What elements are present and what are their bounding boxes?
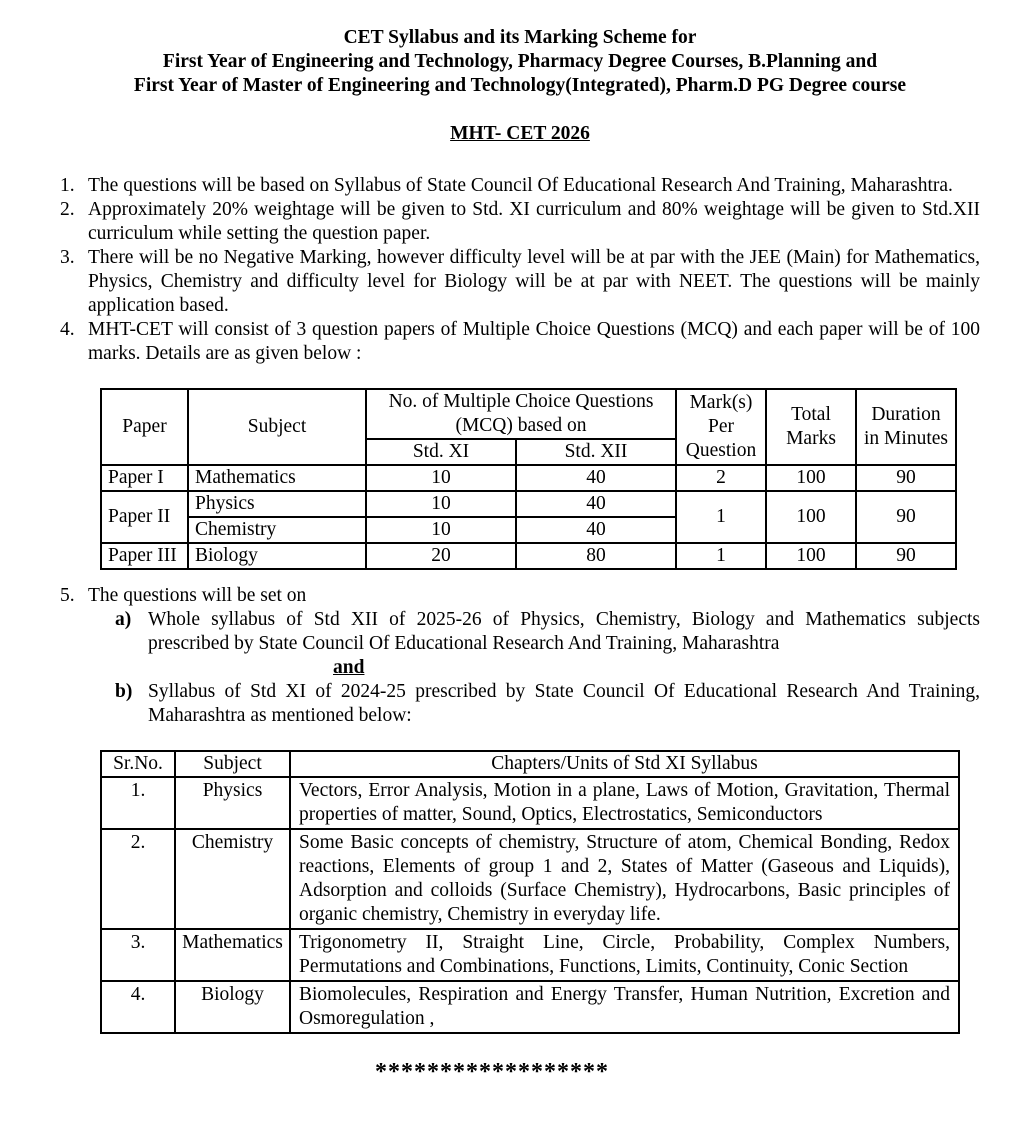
table-row-physics xyxy=(101,777,959,829)
cell-std-xii: 80 xyxy=(516,543,676,569)
cell-subject: Physics xyxy=(175,777,290,829)
title-line-1: CET Syllabus and its Marking Scheme for xyxy=(343,27,697,48)
cell-total: 100 xyxy=(766,543,856,569)
cell-paper: Paper III xyxy=(101,543,188,569)
table-header-row xyxy=(101,389,956,439)
cell-std-xi: 10 xyxy=(366,517,516,543)
cell-chapters: Some Basic concepts of chemistry, Structure of atom, Chemical Bonding, Redox reactions, Elements of group 1 and 2, States of Matter (Gaseous and Liquids), Adsorption and colloids (Surface Chemistry), Hydrocarbons, Basic principles of organic chemistry, Chemistry in everyday life. xyxy=(290,829,959,929)
end-of-document-stars: ****************** xyxy=(375,1059,609,1085)
cell-subject: Physics xyxy=(188,491,366,517)
table-header-row xyxy=(101,751,959,777)
cell-subject: Mathematics xyxy=(175,929,290,981)
syllabus-chapters-table xyxy=(100,750,960,1034)
list-marker: 1. xyxy=(60,175,75,196)
list-item-3 xyxy=(60,246,980,318)
cell-sr-no: 4. xyxy=(101,981,175,1033)
sub-item-marker: b) xyxy=(115,681,133,702)
list-text: The questions will be based on Syllabus of State Council Of Educational Research And Training, Maharashtra. xyxy=(88,175,953,196)
col-header-std-xii: Std. XII xyxy=(516,439,676,465)
col-header-subject: Subject xyxy=(188,389,366,465)
cell-std-xii: 40 xyxy=(516,517,676,543)
cell-std-xii: 40 xyxy=(516,465,676,491)
cell-chapters: Vectors, Error Analysis, Motion in a plane, Laws of Motion, Gravitation, Thermal properties of matter, Sound, Optics, Electrostatics, Semiconductors xyxy=(290,777,959,829)
cell-subject: Mathematics xyxy=(188,465,366,491)
cell-paper: Paper I xyxy=(101,465,188,491)
table-row-mathematics xyxy=(101,929,959,981)
cell-marks: 1 xyxy=(676,543,766,569)
cell-sr-no: 1. xyxy=(101,777,175,829)
list-text: Approximately 20% weightage will be given to Std. XI curriculum and 80% weightage will be given to Std.XII curriculum while setting the question paper. xyxy=(88,199,980,244)
cell-std-xi: 10 xyxy=(366,465,516,491)
list-item-5 xyxy=(60,584,980,608)
cell-std-xi: 20 xyxy=(366,543,516,569)
cell-duration: 90 xyxy=(856,491,956,543)
col-header-sr-no: Sr.No. xyxy=(101,751,175,777)
cell-marks: 2 xyxy=(676,465,766,491)
numbered-list xyxy=(60,174,980,366)
marking-scheme-table xyxy=(100,388,957,570)
cell-subject: Chemistry xyxy=(188,517,366,543)
cell-chapters: Trigonometry II, Straight Line, Circle, Probability, Complex Numbers, Permutations and Combinations, Functions, Limits, Continuity, Conic Section xyxy=(290,929,959,981)
table-row-paper-2-physics xyxy=(101,491,956,517)
item-5-block xyxy=(60,584,980,728)
col-header-mcq-group: No. of Multiple Choice Questions (MCQ) based on xyxy=(366,389,676,439)
list-text: There will be no Negative Marking, however difficulty level will be at par with the JEE (Main) for Mathematics, Physics, Chemistry and difficulty level for Biology will be at par with NEET. The questions will be mainly application based. xyxy=(88,247,980,316)
list-item-2 xyxy=(60,198,980,246)
cell-std-xii: 40 xyxy=(516,491,676,517)
list-text: The questions will be set on xyxy=(88,585,307,606)
cell-subject: Biology xyxy=(175,981,290,1033)
table-row-chemistry xyxy=(101,829,959,929)
cell-paper: Paper II xyxy=(101,491,188,543)
title-line-2: First Year of Engineering and Technology, Pharmacy Degree Courses, B.Planning and xyxy=(162,51,878,72)
sub-item-text: Whole syllabus of Std XII of 2025-26 of Physics, Chemistry, Biology and Mathematics subjects prescribed by State Council Of Educational Research And Training, Maharashtra xyxy=(148,609,980,654)
list-marker: 4. xyxy=(60,319,75,340)
connector-line xyxy=(60,656,980,680)
list-text: MHT-CET will consist of 3 question papers of Multiple Choice Questions (MCQ) and each paper will be of 100 marks. Details are as given below : xyxy=(88,319,980,364)
col-header-marks-per-question: Mark(s) Per Question xyxy=(676,389,766,465)
list-marker: 2. xyxy=(60,199,75,220)
col-header-std-xi: Std. XI xyxy=(366,439,516,465)
sub-item-text: Syllabus of Std XI of 2024-25 prescribed by State Council Of Educational Research And Training, Maharashtra as mentioned below: xyxy=(148,681,980,726)
list-marker: 3. xyxy=(60,247,75,268)
cell-duration: 90 xyxy=(856,465,956,491)
sub-item-b xyxy=(60,680,980,728)
document-title-block xyxy=(60,26,980,98)
col-header-chapters: Chapters/Units of Std XI Syllabus xyxy=(290,751,959,777)
col-header-duration: Duration in Minutes xyxy=(856,389,956,465)
cell-duration: 90 xyxy=(856,543,956,569)
col-header-paper: Paper xyxy=(101,389,188,465)
cell-chapters: Biomolecules, Respiration and Energy Transfer, Human Nutrition, Excretion and Osmoregulation , xyxy=(290,981,959,1033)
cell-total: 100 xyxy=(766,465,856,491)
cell-subject: Chemistry xyxy=(175,829,290,929)
title-line-3: First Year of Master of Engineering and Technology(Integrated), Pharm.D PG Degree course xyxy=(133,75,907,96)
table-row-paper-1 xyxy=(101,465,956,491)
exam-title-text: MHT- CET 2026 xyxy=(450,123,590,144)
cell-marks: 1 xyxy=(676,491,766,543)
cell-subject: Biology xyxy=(188,543,366,569)
connector-and: and xyxy=(333,657,365,678)
cell-sr-no: 2. xyxy=(101,829,175,929)
list-item-4 xyxy=(60,318,980,366)
col-header-subject: Subject xyxy=(175,751,290,777)
table-row-biology xyxy=(101,981,959,1033)
exam-title xyxy=(60,122,980,146)
col-header-total-marks: Total Marks xyxy=(766,389,856,465)
sub-item-a xyxy=(60,608,980,656)
cell-total: 100 xyxy=(766,491,856,543)
list-marker: 5. xyxy=(60,585,75,606)
list-item-1 xyxy=(60,174,980,198)
cell-sr-no: 3. xyxy=(101,929,175,981)
cell-std-xi: 10 xyxy=(366,491,516,517)
table-row-paper-3 xyxy=(101,543,956,569)
sub-item-marker: a) xyxy=(115,609,132,630)
